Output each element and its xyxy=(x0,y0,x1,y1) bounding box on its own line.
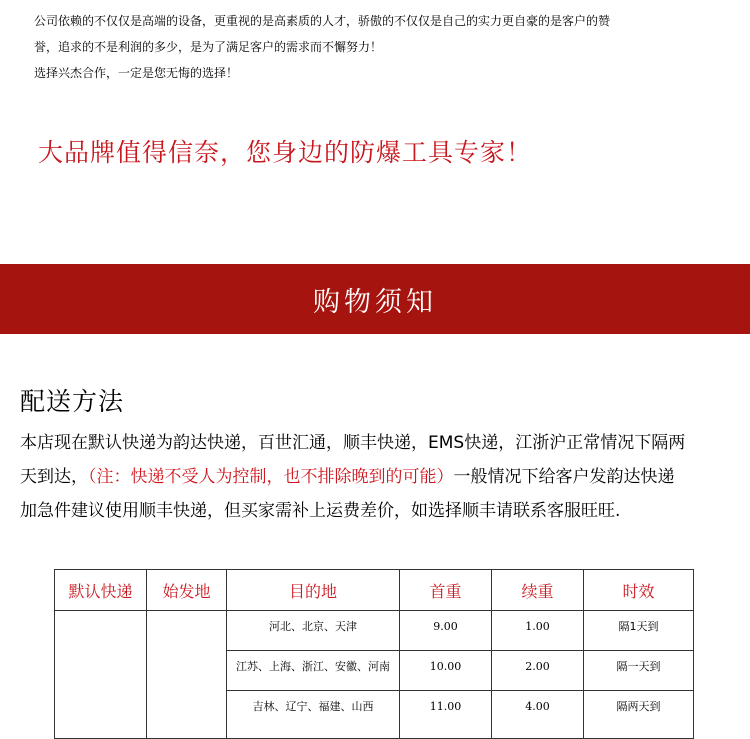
destination-cell: 吉林、辽宁、福建、山西 xyxy=(227,691,400,739)
destination-cell: 河北、北京、天津 xyxy=(227,611,400,651)
shipping-rate-table xyxy=(54,569,694,739)
intro-line-2: 誉，追求的不是利润的多少，是为了满足客户的需求而不懈努力！ xyxy=(34,40,383,54)
delivery-time-cell: 隔两天到 xyxy=(584,691,694,739)
extra-weight-cell: 4.00 xyxy=(492,691,584,739)
header-extra-weight: 续重 xyxy=(492,570,584,611)
carrier-cell xyxy=(55,611,147,739)
header-carrier: 默认快递 xyxy=(55,570,147,611)
intro-line-1: 公司依赖的不仅仅是高端的设备，更重视的是高素质的人才，骄傲的不仅仅是自己的实力更自豪的是客户的赞 xyxy=(34,14,611,28)
destination-cell: 江苏、上海、浙江、安徽、河南 xyxy=(227,651,400,691)
delivery-time-cell: 隔1天到 xyxy=(584,611,694,651)
header-destination: 目的地 xyxy=(227,570,400,611)
delivery-section-title: 配送方法 xyxy=(20,387,125,416)
delivery-line-3: 加急件建议使用顺丰快递，但买家需补上运费差价，如选择顺丰请联系客服旺旺. xyxy=(20,501,621,521)
delivery-time-cell: 隔一天到 xyxy=(584,651,694,691)
delivery-description xyxy=(20,426,742,528)
header-delivery-time: 时效 xyxy=(584,570,694,611)
shopping-notice-banner xyxy=(0,264,750,334)
first-weight-cell: 9.00 xyxy=(400,611,492,651)
delivery-line-2 xyxy=(20,460,742,494)
banner-title: 购物须知 xyxy=(313,286,437,318)
delivery-note: （注：快递不受人为控制，也不排除晚到的可能） xyxy=(88,467,454,487)
header-first-weight: 首重 xyxy=(400,570,492,611)
first-weight-cell: 11.00 xyxy=(400,691,492,739)
table-row xyxy=(55,611,694,651)
origin-cell xyxy=(147,611,227,739)
company-intro xyxy=(34,8,734,86)
brand-slogan: 大品牌值得信奈，您身边的防爆工具专家！ xyxy=(38,138,533,167)
table-header-row xyxy=(55,570,694,611)
extra-weight-cell: 1.00 xyxy=(492,611,584,651)
intro-line-3: 选择兴杰合作，一定是您无悔的选择！ xyxy=(34,66,239,80)
header-origin: 始发地 xyxy=(147,570,227,611)
delivery-line-2-start: 天到达， xyxy=(20,467,88,487)
first-weight-cell: 10.00 xyxy=(400,651,492,691)
extra-weight-cell: 2.00 xyxy=(492,651,584,691)
delivery-line-2-end: 一般情况下给客户发韵达快递 xyxy=(453,467,675,487)
delivery-line-1: 本店现在默认快递为韵达快递，百世汇通，顺丰快递，EMS快递，江浙沪正常情况下隔两 xyxy=(20,433,686,453)
